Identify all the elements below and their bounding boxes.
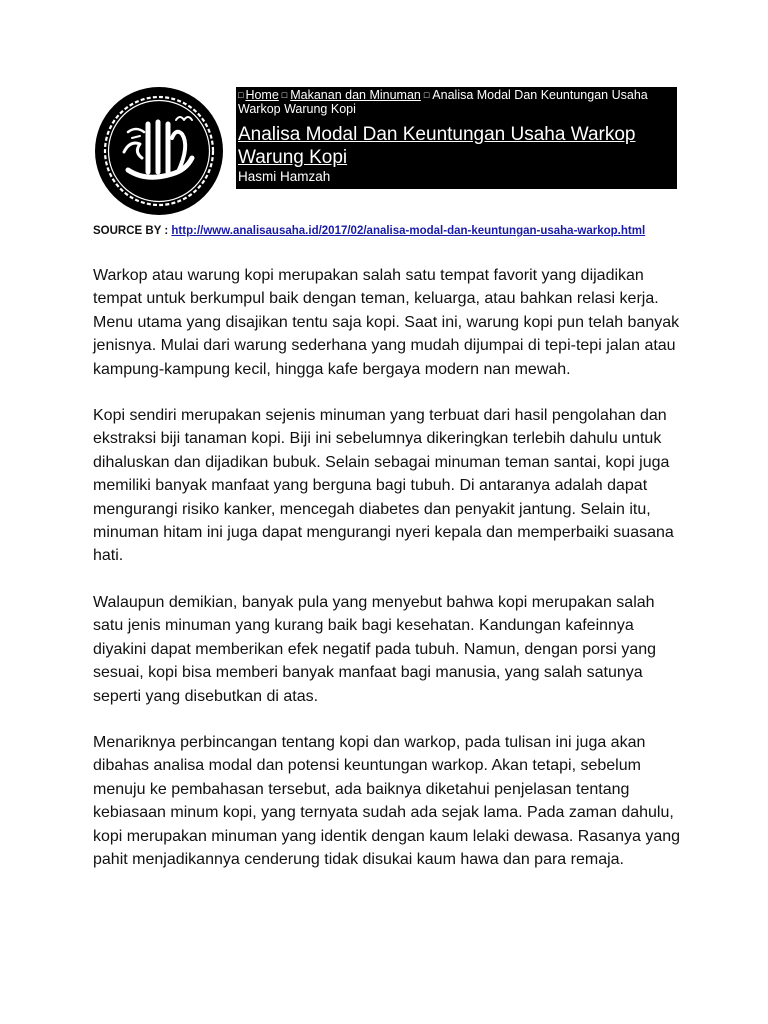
breadcrumb-home-link[interactable]: Home (245, 88, 279, 102)
article-header (236, 87, 677, 189)
source-link[interactable]: http://www.analisausaha.id/2017/02/analisa-modal-dan-keuntungan-usaha-warkop.html (171, 225, 646, 237)
breadcrumb-current: Analisa Modal Dan Keuntungan Usaha Warkop Warung Kopi (238, 88, 648, 116)
article-paragraph: Walaupun demikian, banyak pula yang menyebut bahwa kopi merupakan salah satu jenis minuman yang kurang baik bagi kesehatan. Kandungan kafeinnya diyakini dapat memberikan efek negatif pada tubuh. Namun, dengan porsi yang sesuai, kopi bisa memberi banyak manfaat bagi manusia, yang salah satunya seperti yang disebutkan di atas. (93, 593, 657, 705)
source-label: SOURCE BY : (93, 225, 169, 237)
allah-calligraphy-icon (94, 86, 224, 216)
article-paragraph: Warkop atau warung kopi merupakan salah satu tempat favorit yang dijadikan tempat untuk berkumpul baik dengan teman, keluarga, atau bahkan relasi kerja. Menu utama yang disajikan tentu saja kopi. Saat ini, warung kopi pun telah banyak jenisnya. Mulai dari warung sederhana yang mudah dijumpai di tepi-tepi jalan atau kampung-kampung kecil, hingga kafe bergaya modern nan mewah. (93, 267, 680, 378)
article-paragraph: Menariknya perbincangan tentang kopi dan warkop, pada tulisan ini juga akan dibahas analisa modal dan potensi keuntungan warkop. Akan tetapi, sebelum menuju ke pembahasan tersebut, ada baiknya diketahui penjelasan tentang kebiasaan minum kopi, yang ternyata sudah ada sejak lama. Pada zaman dahulu, kopi merupakan minuman yang identik dengan kaum lelaki dewasa. Rasanya yang pahit menjadikannya cenderung tidak disukai kaum hawa dan para remaja. (93, 733, 681, 868)
chevron-right-icon: □ (281, 90, 288, 100)
breadcrumb-category-link[interactable]: Makanan dan Minuman (290, 88, 421, 102)
article-body (93, 264, 685, 894)
source-line (93, 220, 683, 243)
allah-calligraphy-logo (94, 86, 224, 216)
breadcrumb (238, 88, 673, 116)
home-icon: □ (238, 90, 244, 100)
article-title[interactable]: Analisa Modal Dan Keuntungan Usaha Warkop Warung Kopi (238, 124, 636, 168)
article-author: Hasmi Hamzah (238, 169, 331, 184)
article-paragraph: Kopi sendiri merupakan sejenis minuman yang terbuat dari hasil pengolahan dan ekstraksi biji tanaman kopi. Biji ini sebelumnya dikeringkan terlebih dahulu untuk dihaluskan dan dijadikan bubuk. Selain sebagai minuman teman santai, kopi juga memiliki banyak manfaat yang berguna bagi tubuh. Di antaranya adalah dapat mengurangi risiko kanker, mencegah diabetes dan penyakit jantung. Selain itu, minuman hitam ini juga dapat mengurangi nyeri kepala dan memperbaiki suasana hati. (93, 407, 674, 565)
chevron-right-icon: □ (423, 90, 430, 100)
